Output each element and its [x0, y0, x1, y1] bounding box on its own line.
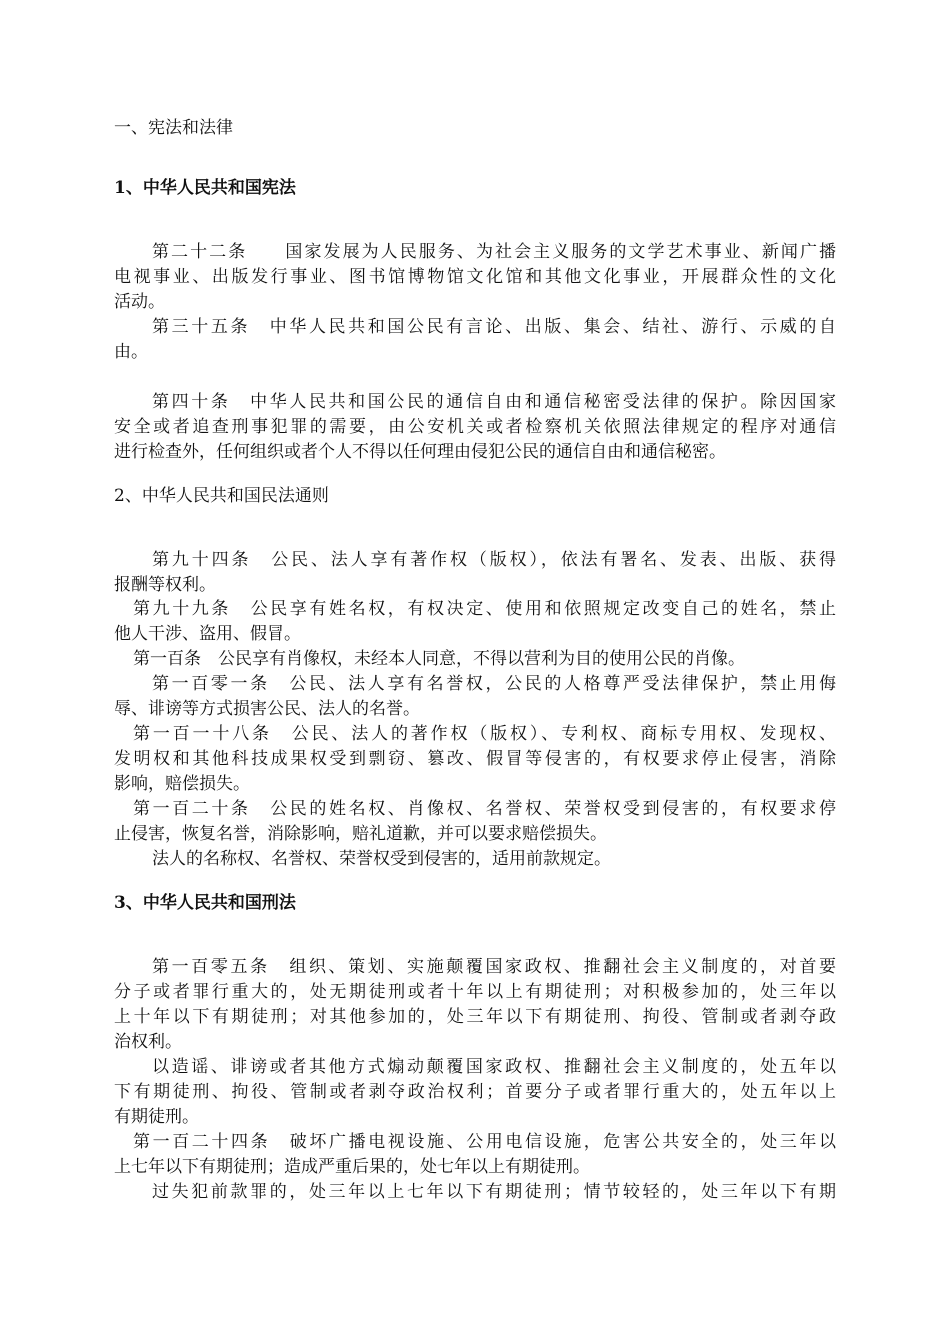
paragraph-line [152, 548, 836, 572]
paragraph-line [152, 390, 836, 414]
paragraph-line [133, 1130, 836, 1154]
section-heading [114, 116, 233, 140]
paragraph-line [152, 847, 611, 871]
line-text: 辱、诽谤等方式损害公民、法人的名誉。 [114, 699, 420, 719]
paragraph-line [114, 980, 836, 1004]
paragraph-line [114, 265, 836, 289]
line-text: 第一百二十条 公民的姓名权、肖像权、名誉权、荣誉权受到侵害的，有权要求停 [133, 799, 836, 819]
line-text: 第九十九条 公民享有姓名权，有权决定、使用和依照规定改变自己的姓名，禁止 [133, 599, 836, 619]
paragraph-line [114, 697, 420, 721]
paragraph-line [152, 1055, 836, 1079]
paragraph-line [114, 772, 250, 796]
paragraph-line [133, 722, 836, 746]
paragraph-line [133, 647, 745, 671]
paragraph-line [114, 1030, 182, 1054]
paragraph-line [114, 573, 216, 597]
paragraph-line [114, 1080, 836, 1104]
paragraph-line [114, 1155, 590, 1179]
line-text: 上十年以下有期徒刑；对其他参加的，处三年以下有期徒刑、拘役、管制或者剥夺政 [114, 1007, 836, 1027]
line-text: 第九十四条 公民、法人享有著作权（版权），依法有署名、发表、出版、获得 [152, 550, 836, 570]
line-text: 过失犯前款罪的，处三年以上七年以下有期徒刑；情节较轻的，处三年以下有期 [152, 1182, 836, 1202]
paragraph-line [152, 240, 836, 264]
paragraph-line [114, 340, 148, 364]
line-text: 第一百零一条 公民、法人享有名誉权，公民的人格尊严受法律保护，禁止用侮 [152, 674, 836, 694]
line-text: 电视事业、出版发行事业、图书馆博物馆文化馆和其他文化事业，开展群众性的文化 [114, 267, 836, 287]
line-text: 第一百二十四条 破坏广播电视设施、公用电信设施，危害公共安全的，处三年以 [133, 1132, 836, 1152]
line-text: 第三十五条 中华人民共和国公民有言论、出版、集会、结社、游行、示威的自 [152, 317, 836, 337]
line-text: 进行检查外，任何组织或者个人不得以任何理由侵犯公民的通信自由和通信秘密。 [114, 442, 726, 462]
paragraph-line [114, 822, 607, 846]
line-text: 第二十二条 国家发展为人民服务、为社会主义服务的文学艺术事业、新闻广播 [152, 242, 836, 262]
section-heading [114, 176, 296, 200]
paragraph-line [152, 1180, 836, 1204]
line-text: 第一百零五条 组织、策划、实施颠覆国家政权、推翻社会主义制度的，对首要 [152, 957, 836, 977]
line-text: 安全或者追查刑事犯罪的需要，由公安机关或者检察机关依照法律规定的程序对通信 [114, 417, 836, 437]
paragraph-line [114, 290, 165, 314]
line-text: 以造谣、诽谤或者其他方式煽动颠覆国家政权、推翻社会主义制度的，处五年以 [152, 1057, 836, 1077]
line-text: 分子或者罪行重大的，处无期徒刑或者十年以上有期徒刑；对积极参加的，处三年以 [114, 982, 836, 1002]
line-text: 第四十条 中华人民共和国公民的通信自由和通信秘密受法律的保护。除因国家 [152, 392, 836, 412]
paragraph-line [114, 415, 836, 439]
line-text: 治权利。 [114, 1032, 182, 1052]
paragraph-line [152, 955, 836, 979]
paragraph-line [133, 597, 836, 621]
section-heading [114, 484, 329, 508]
line-text: 3、中华人民共和国刑法 [114, 893, 296, 913]
paragraph-line [133, 797, 836, 821]
paragraph-line [114, 747, 836, 771]
line-text: 活动。 [114, 292, 165, 312]
line-text: 他人干涉、盗用、假冒。 [114, 624, 301, 644]
line-text: 1、中华人民共和国宪法 [114, 178, 296, 198]
paragraph-line [152, 672, 836, 696]
line-text: 有期徒刑。 [114, 1107, 199, 1127]
paragraph-line [114, 1005, 836, 1029]
paragraph-line [152, 315, 836, 339]
line-text: 第一百一十八条 公民、法人的著作权（版权）、专利权、商标专用权、发现权、 [133, 724, 836, 744]
paragraph-line [114, 622, 301, 646]
line-text: 法人的名称权、名誉权、荣誉权受到侵害的，适用前款规定。 [152, 849, 611, 869]
line-text: 一、宪法和法律 [114, 118, 233, 138]
section-heading [114, 891, 296, 915]
line-text: 下有期徒刑、拘役、管制或者剥夺政治权利；首要分子或者罪行重大的，处五年以上 [114, 1082, 836, 1102]
line-text: 由。 [114, 342, 148, 362]
line-text: 第一百条 公民享有肖像权，未经本人同意，不得以营利为目的使用公民的肖像。 [133, 649, 745, 669]
paragraph-line [114, 440, 726, 464]
line-text: 影响，赔偿损失。 [114, 774, 250, 794]
line-text: 上七年以下有期徒刑；造成严重后果的，处七年以上有期徒刑。 [114, 1157, 590, 1177]
line-text: 报酬等权利。 [114, 575, 216, 595]
line-text: 发明权和其他科技成果权受到剽窃、篡改、假冒等侵害的，有权要求停止侵害，消除 [114, 749, 836, 769]
line-text: 2、中华人民共和国民法通则 [114, 486, 329, 506]
paragraph-line [114, 1105, 199, 1129]
line-text: 止侵害，恢复名誉，消除影响，赔礼道歉，并可以要求赔偿损失。 [114, 824, 607, 844]
